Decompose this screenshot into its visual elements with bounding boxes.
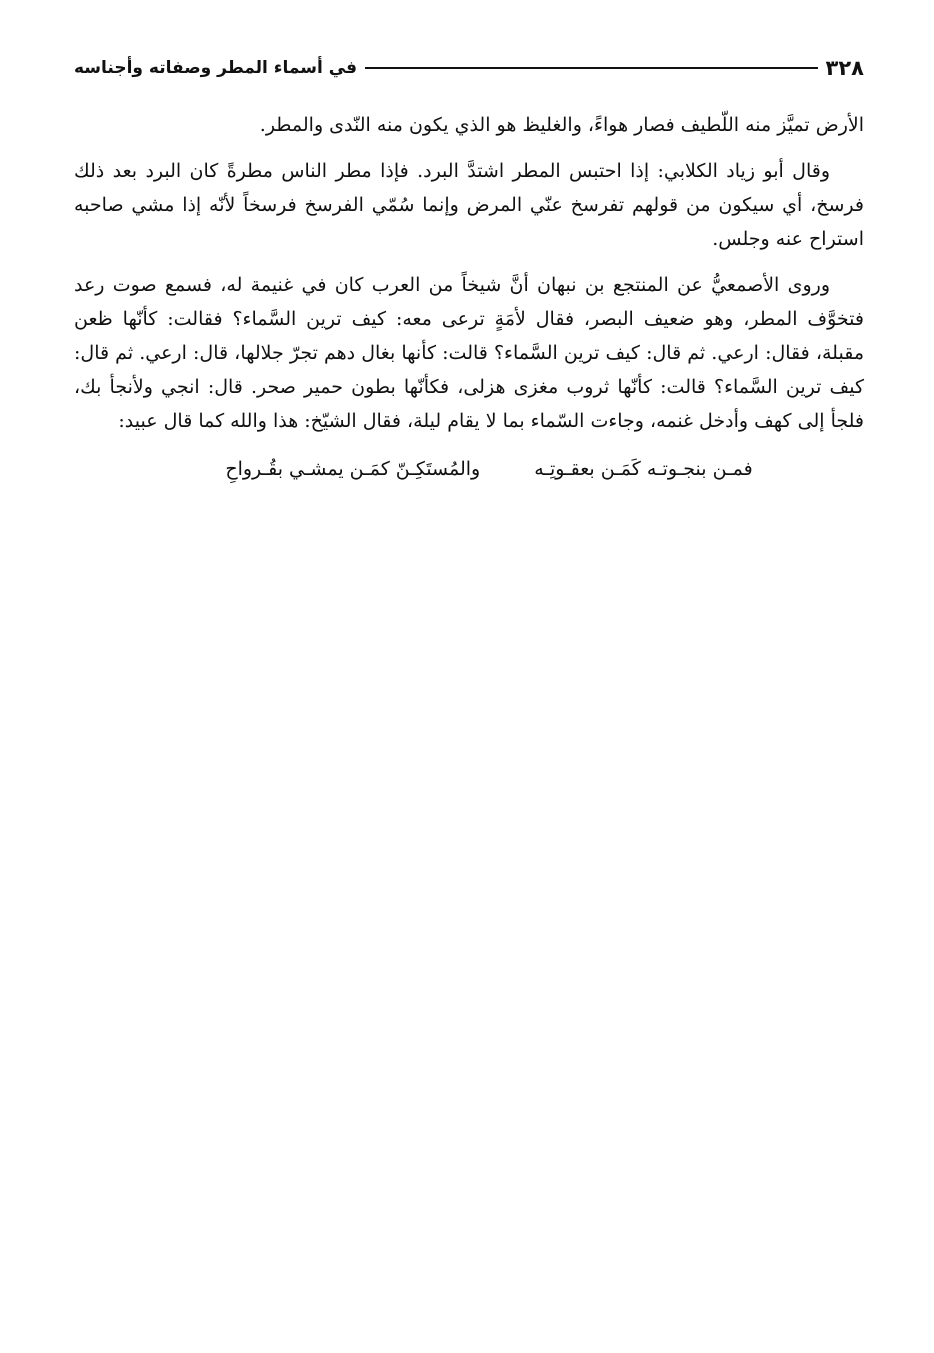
verse-second-hemistich: والمُستَكِـنّ كمَـن يمشـي بقُـرواحِ — [225, 458, 481, 480]
paragraph-3: وروى الأصمعيُّ عن المنتجع بن نبهان أنَّ شيخاً من العرب كان في غنيمة له، فسمع صوت رعد فتخوَّف المطر، وهو ضعيف البصر، فقال لأمَةٍ ترعى معه: كيف ترين السَّماء؟ فقالت: كأنّها ظعن مقبلة، فقال: ارعي. ثم قال: كيف ترين السَّماء؟ قالت: كأنها بغال دهم تجرّ جلالها، قال: ارعي. ثم قال: كيف ترين السَّماء؟ قالت: كأنّها ثروب مغزى هزلى، فكأنّها بطون حمير صحر. قال: انجي ولأنجأ بك، فلجأ إلى كهف وأدخل غنمه، وجاءت السّماء بما لا يقام ليلة، فقال الشيّخ: هذا والله كما قال عبيد: — [74, 274, 864, 432]
page-number: ٣٢٨ — [825, 56, 864, 80]
page-header — [74, 50, 864, 86]
paragraph-2: وقال أبو زياد الكلابي: إذا احتبس المطر اشتدَّ البرد. فإذا مطر الناس مطرةً كان البرد بعد ذلك فرسخ، أي سيكون من قولهم تفرسخ عنّي المرض وإنما سُمّي الفرسخ فرسخاً لأنّه إذا مشي صاحبه استراح عنه وجلس. — [74, 160, 864, 250]
running-title: في أسماء المطر وصفاته وأجناسه — [74, 58, 358, 78]
paragraph-1: الأرض تميَّز منه اللّطيف فصار هواءً، والغليظ هو الذي يكون منه النّدى والمطر. — [259, 114, 864, 136]
header-rule — [365, 67, 817, 69]
page-body — [74, 108, 864, 486]
poetry-verse — [74, 452, 864, 486]
verse-first-hemistich: فمـن بنجـوتـه كَمَـن بعقـوتِـه — [534, 458, 753, 480]
